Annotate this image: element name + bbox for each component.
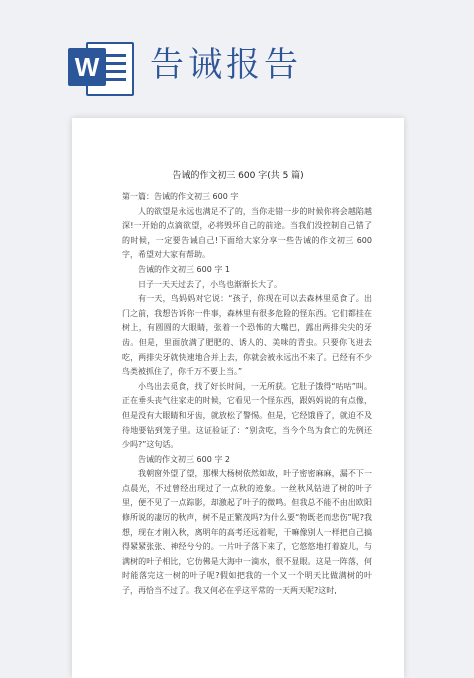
paragraph: 日子一天天过去了，小鸟也渐渐长大了。 [138, 279, 282, 289]
paragraph: 我朝窗外望了望，那棵大杨树依然如故，叶子密密麻麻，漏不下一点晨光，不过曾经出现过了一点秋的迹象。一丝秋风钻进了树的叶子里，便不见了一点踪影，却激起了叶子的微鸣。但我总不能不由出欧阳修所说的凄厉的秋声，树不是正繁茂吗?为什么要“物既老而悲伤”呢?我想，现在才刚入秋，离明年的高考还远着呢，干嘛像别人一样把自己搞得紧紧张张、神经兮兮的。一片叶子落下来了，它悠悠地打着旋儿，与满树的叶子相比，它仿佛是大海中一滴水，很不显眼。这是一阵落，何时能落完这一树的叶子呢?假如把我的一个又一个明天比做满树的叶子，再恰当不过了。我又何必在乎这平常的一天两天呢?这时, [122, 469, 372, 596]
document-page [72, 118, 404, 678]
banner [0, 0, 474, 110]
paragraph: 有一天，鸟妈妈对它说：“孩子，你现在可以去森林里觅食了。出门之前，我想告诉你一件事，森林里有很多危险的怪东西。它们都挂在树上，有圆圆的大眼睛，张着一个恐怖的大嘴巴，露出两排尖尖的牙齿。但是，里面放满了肥肥的、诱人的、美味的青虫。只要你飞进去吃，两排尖牙就快速地合并上去，你就会被永远出不来了。已经有不少鸟类被抓住了，你千万不要上当。” [122, 294, 372, 377]
document-body [122, 190, 372, 599]
word-icon [66, 38, 132, 96]
paragraph: 人的欲望是永远也满足不了的，当你走错一步的时候你将会越陷越深!一开始的点滴欲望，必将毁坏自己的前途。当我们没控制自己错了的时候，一定要告诫自己!下面给大家分享一些告诫的作文初三 600 字，希望对大家有帮助。 [122, 206, 372, 260]
subheading: 告诫的作文初三 600 字 1 [138, 264, 230, 274]
banner-title: 告诫报告 [150, 45, 302, 85]
paragraph: 小鸟出去觅食，找了好长时间，一无所获。它肚子饿得“咕咕”叫。正在垂头丧气往家走的时候，它看见一个怪东西，跟妈妈说的有点像，但是没有大眼睛和牙齿，就放松了警惕。但是，它经饿昏了，就迫不及待地要钻到笼子里。这证验证了：“别贪吃，当今个鸟为食亡的先例还少吗?”这句话。 [122, 381, 372, 450]
word-badge: W [68, 48, 106, 86]
document-title: 告诫的作文初三 600 字(共 5 篇) [172, 171, 304, 181]
section-heading: 第一篇：告诫的作文初三 600 字 [122, 192, 239, 201]
subheading: 告诫的作文初三 600 字 2 [138, 454, 230, 464]
